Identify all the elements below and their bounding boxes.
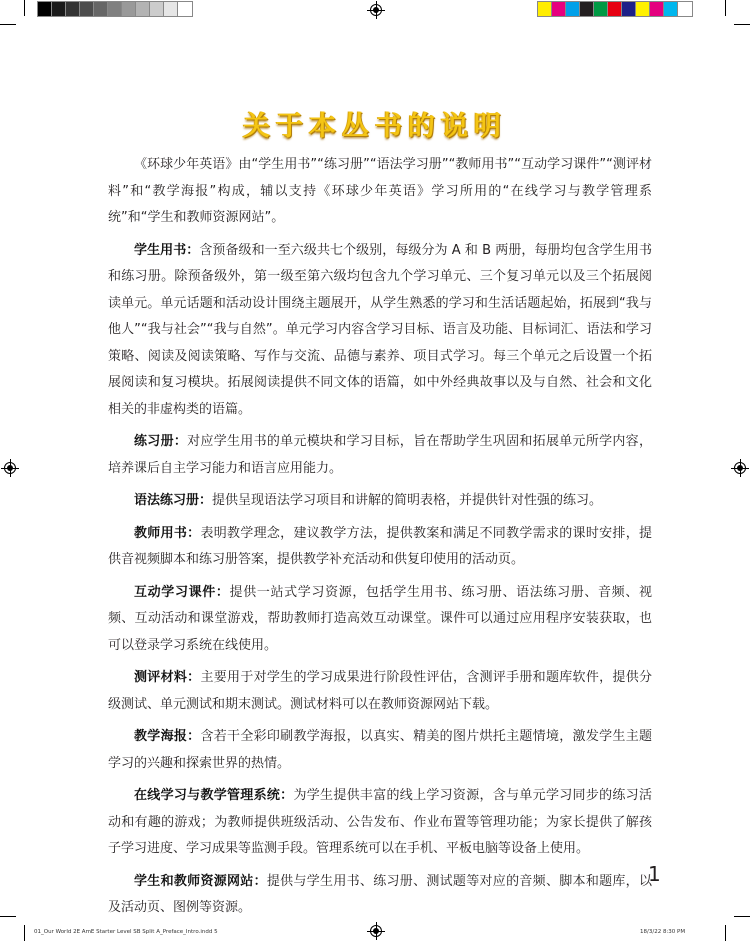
section-paragraph xyxy=(108,724,652,777)
gray-swatch xyxy=(80,2,94,16)
section-paragraph xyxy=(108,783,652,863)
section-heading: 学生用书： xyxy=(134,242,200,258)
document-body xyxy=(108,152,652,928)
crop-mark xyxy=(725,0,726,16)
color-swatch xyxy=(580,2,594,16)
color-swatch xyxy=(566,2,580,16)
gray-swatch xyxy=(94,2,108,16)
gray-swatch xyxy=(150,2,164,16)
crop-mark xyxy=(734,916,750,917)
section-text: 主要用于对学生的学习成果进行阶段性评估，含测评手册和题库软件，提供分级测试、单元测试和期末测试。测试材料可以在教师资源网站下载。 xyxy=(108,670,652,712)
section-paragraph xyxy=(108,580,652,660)
section-paragraph xyxy=(108,521,652,574)
gray-swatch xyxy=(52,2,66,16)
section-heading: 教师用书： xyxy=(134,525,201,541)
gray-calibration-bar xyxy=(38,2,192,16)
section-heading: 测评材料： xyxy=(134,670,201,685)
gray-swatch xyxy=(66,2,80,16)
gray-swatch xyxy=(122,2,136,16)
section-paragraph xyxy=(108,665,652,718)
crop-mark xyxy=(24,925,25,941)
color-swatch xyxy=(664,2,678,16)
section-text: 提供与学生用书、练习册、测试题等对应的音频、脚本和题库，以及活动页、图例等资源。 xyxy=(108,873,652,915)
registration-mark-top xyxy=(370,4,382,16)
gray-swatch xyxy=(136,2,150,16)
color-swatch xyxy=(538,2,552,16)
section-paragraph xyxy=(108,869,652,922)
section-list xyxy=(108,238,652,922)
color-swatch xyxy=(650,2,664,16)
section-text: 含预备级和一至六级共七个级别，每级分为 A 和 B 两册，每册均包含学生用书和练习册。除预备级外，第一级至第六级均包含九个学习单元、三个复习单元以及三个拓展阅读单元。单元话题和活动设计围绕主题展开，从学生熟悉的学习和生活话题起始，拓展到“我与他人”“我与社会”“我与自然”。单元学习内容含学习目标、语言及功能、目标词汇、语法和学习策略、阅读及阅读策略、写作与交流、品德与素养、项目式学习。每三个单元之后设置一个拓展阅读和复习模块。拓展阅读提供不同文体的语篇，如中外经典故事以及与自然、社会和文化相关的非虚构类的语篇。 xyxy=(108,242,652,417)
color-calibration-bar xyxy=(538,2,692,16)
color-swatch xyxy=(594,2,608,16)
crop-mark xyxy=(24,0,25,16)
registration-mark-right xyxy=(734,462,746,474)
section-text: 表明教学理念，建议教学方法，提供教案和满足不同教学需求的课时安排，提供音视频脚本和练习册答案，提供教学补充活动和供复印使用的活动页。 xyxy=(108,525,652,567)
color-swatch xyxy=(552,2,566,16)
intro-paragraph: 《环球少年英语》由“学生用书”“练习册”“语法学习册”“教师用书”“互动学习课件”“测评材料”和“教学海报”构成，辅以支持《环球少年英语》学习所用的“在线学习与教学管理系统”和“学生和教师资源网站”。 xyxy=(108,157,652,225)
section-text: 对应学生用书的单元模块和学习目标，旨在帮助学生巩固和拓展单元所学内容，培养课后自主学习能力和语言应用能力。 xyxy=(108,434,652,476)
page-title: 关于本丛书的说明 xyxy=(243,111,507,142)
section-text: 为学生提供丰富的线上学习资源，含与单元学习同步的练习活动和有趣的游戏；为教师提供班级活动、公告发布、作业布置等管理功能；为家长提供了解孩子学习进度、学习成果等监测手段。管理系统可以在手机、平板电脑等设备上使用。 xyxy=(108,788,652,856)
page-number: 1 xyxy=(648,862,661,886)
section-heading: 语法练习册： xyxy=(134,493,213,508)
color-swatch xyxy=(608,2,622,16)
footer-file-info: 01_Our World 2E AmE Starter Level SB Split A_Preface_Intro.indd 5 xyxy=(34,929,218,935)
crop-mark xyxy=(725,925,726,941)
registration-mark-left xyxy=(4,462,16,474)
section-paragraph xyxy=(108,238,652,424)
crop-mark xyxy=(0,24,16,25)
section-heading: 练习册： xyxy=(134,434,188,449)
section-heading: 互动学习课件： xyxy=(134,584,230,600)
color-swatch xyxy=(636,2,650,16)
section-text: 提供呈现语法学习项目和讲解的简明表格，并提供针对性强的练习。 xyxy=(212,493,603,508)
section-paragraph xyxy=(108,429,652,482)
crop-mark xyxy=(0,916,16,917)
crop-mark xyxy=(734,24,750,25)
gray-swatch xyxy=(164,2,178,16)
section-heading: 教学海报： xyxy=(134,729,201,744)
gray-swatch xyxy=(38,2,52,16)
color-swatch xyxy=(678,2,692,16)
section-text: 提供一站式学习资源，包括学生用书、练习册、语法练习册、音频、视频、互动活动和课堂游戏，帮助教师打造高效互动课堂。课件可以通过应用程序安装获取，也可以登录学习系统在线使用。 xyxy=(108,584,652,653)
section-heading: 学生和教师资源网站： xyxy=(134,873,267,889)
section-text: 含若干全彩印刷教学海报，以真实、精美的图片烘托主题情境，激发学生主题学习的兴趣和探索世界的热情。 xyxy=(108,729,652,771)
section-heading: 在线学习与教学管理系统： xyxy=(134,788,294,803)
gray-swatch xyxy=(108,2,122,16)
color-swatch xyxy=(622,2,636,16)
footer-date: 18/3/22 8:30 PM xyxy=(640,929,686,935)
gray-swatch xyxy=(178,2,192,16)
section-paragraph xyxy=(108,488,652,515)
